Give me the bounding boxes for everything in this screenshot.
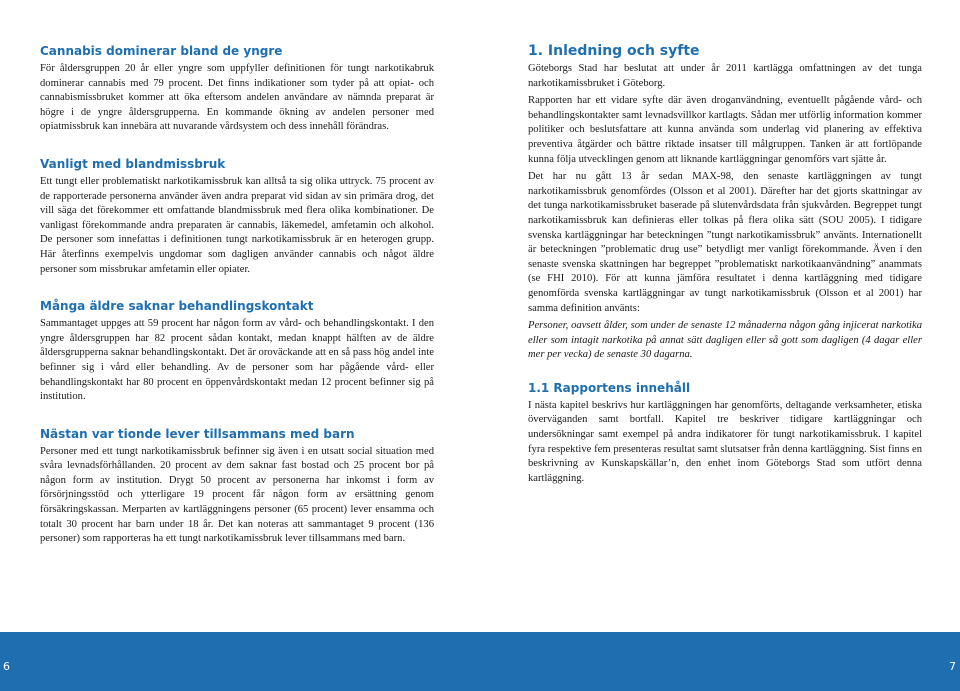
- definition-quote: Personer, oavsett ålder, som under de senaste 12 månaderna någon gång injicerat narkotika eller som intagit narkotika på annat sätt dagligen eller så gott som dagligen (4 dagar eller mer per vecka) de senaste 30 dagarna.: [528, 320, 922, 361]
- paragraph-inledning-2: Rapporten har ett vidare syfte där även droganvändning, eventuellt pågående vård- och behandlingskontakter samt levnadsvillkor kartlagts. Sådan mer utförlig information kommer politiker och beslutsfattare att kunna använda som underlag vid planering av effektiva preventiva åtgärder och bättre riktade insatser till målgruppen. Tanken är att fortlöpande kunna följa utvecklingen genom att liknande kartläggningar genomförs vart sjätte år.: [528, 95, 922, 165]
- heading-cannabis: Cannabis dominerar bland de yngre: [40, 44, 283, 58]
- paragraph-behandlingskontakt: Sammantaget uppges att 59 procent har någon form av vård- och behandlingskontakt. I den yngre åldersgruppen har 82 procent sådan kontakt, medan knappt hälften av de äldre åldersgrupperna saknar behandlingskontakt. Det är oroväckande att en så pass hög andel inte befinner sig i vård eller behandling. Av de personer som har pågående vård- eller behandlingskontakt har 80 procent en öppenvårdskontakt medan 12 procent befinner sig på institution.: [40, 318, 434, 403]
- heading-blandmissbruk: Vanligt med blandmissbruk: [40, 156, 226, 171]
- left-column: [40, 44, 434, 547]
- paragraph-inledning-3: Det har nu gått 13 år sedan MAX-98, den senaste kartläggningen av tungt narkotikamissbruk genomfördes (Olsson et al 2001). Därefter har det gjorts skattningar av det tunga narkotikamissbruket baserade på slutenvårdsdata från sjukvården. Begreppet tungt narkotikamissbruk kan definieras eller tolkas på flera olika sätt (SOU 2005). I tidigare svenska kartläggningar har beteckningen ”tungt narkotikamissbruk” använts. Internationellt är beteckningen ”problematic drug use” betydligt mer vanligt förekommande. Även i den senaste svenska skattningen har begreppet ”problematiskt narkotikaanvändning” anammats (se FHI 2010). För att kunna jämföra resultatet i denna kartläggning med tidigare genomförda svenska kartläggningar av tungt narkotikamissbruk (Olsson et al 2001) har samma definition använts:: [528, 171, 922, 314]
- right-column: [528, 44, 922, 486]
- paragraph-rapportens-innehall: I nästa kapitel beskrivs hur kartläggningen har genomförts, deltagande verksamheter, etiska överväganden samt bortfall. Kapitel tre beskriver tidigare kartläggningar och undersökningar samt exempel på andra indikatorer för tungt narkotikamissbruk. I kapitel fyra respektive fem presenteras resultat samt slutsatser från denna kartläggning. Sist finns en beskrivning av Kunskapskällar’n, den enhet inom Göteborgs Stad som utfört denna kartläggning.: [528, 399, 922, 484]
- page-number-left: 6: [3, 660, 10, 673]
- paragraph-cannabis: För åldersgruppen 20 år eller yngre som uppfyller definitionen för tungt narkotikabruk dominerar cannabis med 79 procent. Det finns indikationer som tyder på att opiat- och cannabismissbruket kommer att öka eftersom andelen användare av nämnda preparat är högre i de yngre åldersgrupperna. En kommande ökning av andelen personer med opiatmissbruk kan innebära att nuvarande vårdsystem och dess innehåll förändras.: [40, 63, 434, 133]
- paragraph-inledning-1: Göteborgs Stad har beslutat att under år 2011 kartlägga omfattningen av det tunga narkotikamissbruket i Göteborg.: [528, 63, 922, 89]
- heading-barn: Nästan var tionde lever tillsammans med barn: [40, 426, 355, 441]
- page-number-right: 7: [949, 660, 956, 673]
- footer-bar: [0, 632, 960, 691]
- heading-behandlingskontakt: Många äldre saknar behandlingskontakt: [40, 299, 314, 314]
- heading-rapportens-innehall: 1.1 Rapportens innehåll: [528, 380, 691, 395]
- heading-inledning: 1. Inledning och syfte: [528, 43, 700, 59]
- paragraph-barn: Personer med ett tungt narkotikamissbruk befinner sig även i en utsatt social situation med svåra levnadsförhållanden. 20 procent av dem saknar fast bostad och 25 procent bor på någon form av institution. Drygt 50 procent av personerna har inkomst i form av försörjningsstöd och ytterligare 19 procent får någon form av ersättning genom försäkringskassan. Merparten av kartläggningens personer (65 procent) lever ensamma och totalt 30 procent har barn under 18 år. Det kan noteras att sammantaget 9 procent (136 personer) som rapporteras ha ett tungt narkotikamissbruk lever tillsammans med barn.: [40, 445, 434, 545]
- paragraph-blandmissbruk: Ett tungt eller problematiskt narkotikamissbruk kan alltså ta sig olika uttryck. 75 procent av de rapporterade personerna använder även andra preparat vid sidan av sin primära drog, det vill säga det förekommer ett omfattande blandmissbruk med flera olika kombinationer. De vanligast förekommande andra preparaten är cannabis, läkemedel, amfetamin och alkohol. De personer som innefattas i definitionen tungt narkotikamissbruk är en heterogen grupp. Här återfinns exempelvis ungdomar som dagligen använder cannabis och något äldre personer som missbrukar amfetamin eller opiater.: [40, 175, 434, 275]
